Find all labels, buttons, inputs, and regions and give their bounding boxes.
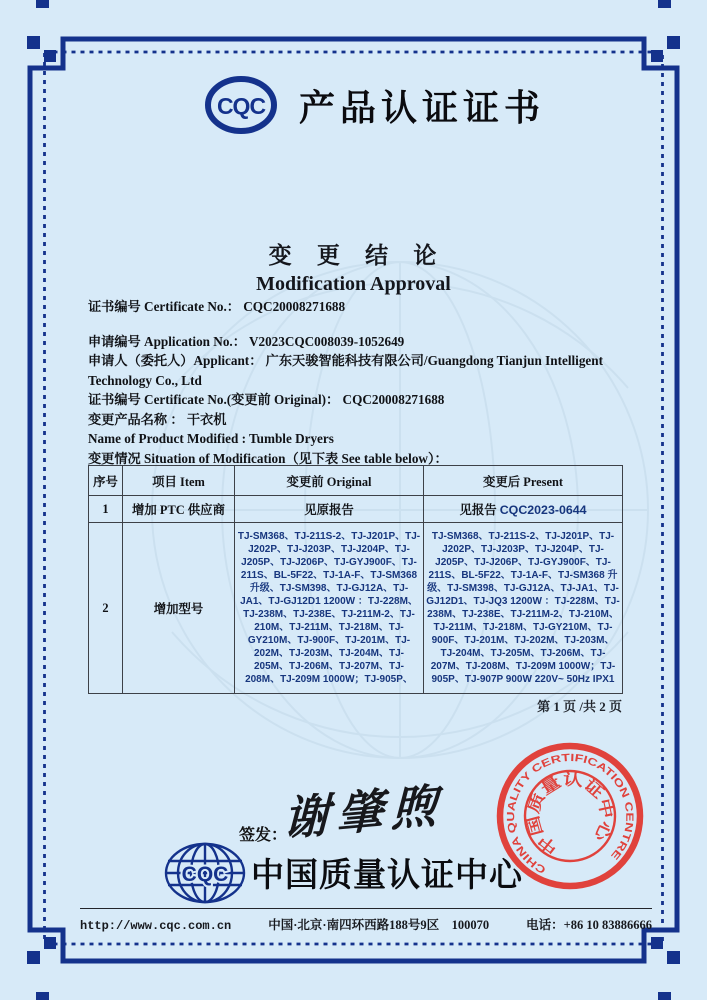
table-header-row [89,466,623,496]
modification-title-cn: 变 更 结 论 [268,243,439,268]
certificate-no-line: 证书编号 Certificate No.： CQC20008271688 [88,299,346,314]
applicant-line: 申请人（委托人）Applicant： 广东天骏智能科技有限公司/Guangdong Tianjun Intelligent Technology Co., Ltd [88,353,603,388]
table-row [89,496,623,523]
row2-original-models: TJ-SM368、TJ-211S-2、TJ-J201P、TJ-J202P、TJ-J203P、TJ-J204P、TJ-J205P、TJ-J206P、TJ-GYJ900F、TJ-211S、BL-5F22、TJ-1A-F、TJ-SM368 升级、TJ-SM398、TJ-GJ12A、TJ-JA1、TJ-GJ12D1 1200W ：TJ-228M、TJ-238M、TJ-238E、TJ-211M-2、TJ-210M、TJ-211M、TJ-218M、TJ-GY210M、TJ-900F、TJ-201M、TJ-202M、TJ-203M、TJ-204M、TJ-205M、TJ-206M、TJ-207M、TJ-208M、TJ-209M 1000W；TJ-905P、 [235,523,424,694]
title-block [0,237,707,296]
application-no-line: 申请编号 Application No.： V2023CQC008039-1052649 [88,333,405,349]
certification-stamp [481,727,659,905]
footer-phone: 电话：+86 10 83886666 [526,918,652,932]
cqc-logo-text: CQC [216,93,266,119]
issuer-signature: 谢肇煦 [282,779,446,846]
row2-present-models: TJ-SM368、TJ-211S-2、TJ-J201P、TJ-J202P、TJ-J203P、TJ-J204P、TJ-J205P、TJ-J206P、TJ-GYJ900F、TJ-211S、BL-5F22、TJ-1A-F、TJ-SM368 升级、TJ-SM398、TJ-GJ12A、TJ-JA1、TJ-GJ12D1、TJ-JQ3 1200W ：TJ-228M、TJ-238M、TJ-238E、TJ-211M-2、TJ-210M、TJ-211M、TJ-218M、TJ-GY210M、TJ-900F、TJ-201M、TJ-202M、TJ-203M、TJ-204M、TJ-205M、TJ-206M、TJ-207M、TJ-208M、TJ-209M 1000W；TJ-905P、TJ-907P 900W 220V~ 50Hz IPX1 [424,523,623,694]
col-header-item: 项目 Item [123,466,235,496]
footer [80,915,652,933]
row1-original: 见原报告 [235,496,424,523]
col-header-no: 序号 [89,466,123,496]
modification-table [88,465,623,694]
row1-present-text: 见报告 [459,503,500,517]
cqc-globe-logo-icon [162,841,248,905]
stamp-chinese-text: 中国质量认证中心 [525,771,615,857]
certificate-type-title: 产品认证证书 [299,86,546,128]
header [203,74,545,136]
row1-present [424,496,623,523]
footer-website: http://www.cqc.com.cn [80,919,232,933]
row1-present-code: CQC2023-0644 [499,503,587,517]
row1-item: 增加 PTC 供应商 [123,496,235,523]
footer-divider [80,908,652,909]
table-row [89,523,623,694]
issued-by-label: 签发： [239,827,288,844]
original-certificate-no-line: 证书编号 Certificate No.(变更前 Original)： CQC20008271688 [88,392,445,407]
certificate-info [88,297,636,468]
row1-no: 1 [89,496,123,523]
stamp-english-text: CHINA QUALITY CERTIFICATION CENTRE [505,751,636,876]
situation-line: 变更情况 Situation of Modification（见下表 See table below）： [88,450,448,466]
row2-item: 增加型号 [123,523,235,694]
modification-title-en: Modification Approval [256,273,451,295]
cqc-oval-logo-icon [203,74,279,136]
product-name-cn-line: 变更产品名称 ： 干衣机 [88,411,227,427]
col-header-present: 变更后 Present [424,466,623,496]
page-number: 第 1 页 /共 2 页 [537,699,622,714]
col-header-original: 变更前 Original [235,466,424,496]
row2-no: 2 [89,523,123,694]
footer-address: 中国·北京·南四环西路188号9区 100070 [268,918,490,932]
globe-logo-text: CQC [181,863,229,886]
product-name-en-line: Name of Product Modified : Tumble Dryers [88,431,334,446]
organization-name: 中国质量认证中心 [251,856,523,893]
